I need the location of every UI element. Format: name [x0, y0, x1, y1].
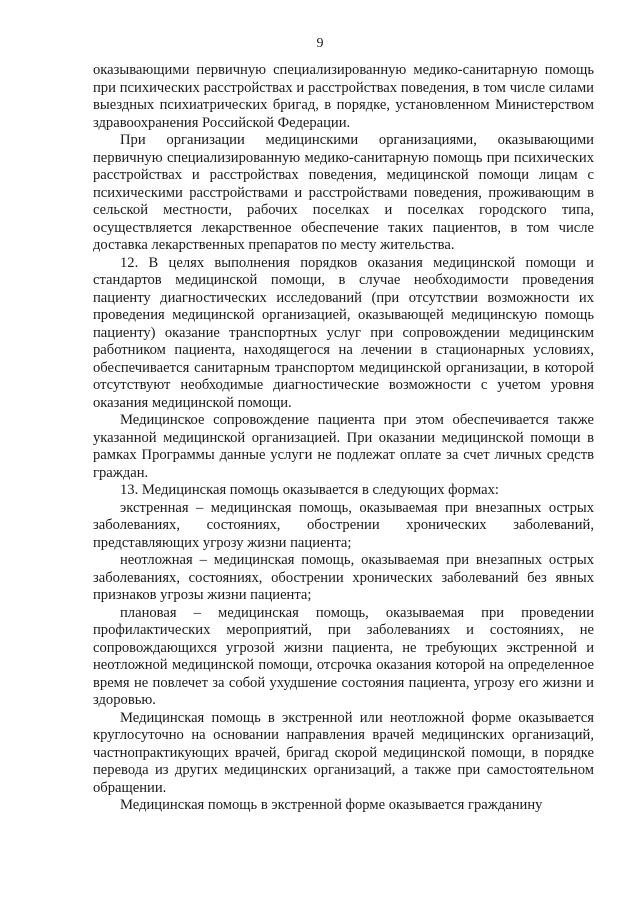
document-body	[93, 62, 594, 815]
paragraph-7: неотложная – медицинская помощь, оказываемая при внезапных острых заболеваниях, состояниях, обострении хронических заболеваний без явных признаков угрозы жизни пациента;	[93, 552, 594, 603]
paragraph-2: При организации медицинскими организациями, оказывающими первичную специализированную медико-санитарную помощь при психических расстройствах и расстройствах поведения, медицинской помощи лицам с психическими расстройствами и расстройствами поведения, проживающим в сельской местности, рабочих поселках и поселках городского типа, осуществляется лекарственное обеспечение таких пациентов, в том числе доставка лекарственных препаратов по месту жительства.	[93, 132, 594, 253]
paragraph-9: Медицинская помощь в экстренной или неотложной форме оказывается круглосуточно на основании направления врачей медицинских организаций, частнопрактикующих врачей, бригад скорой медицинской помощи, в порядке перевода из других медицинских организаций, а также при самостоятельном обращении.	[93, 709, 594, 796]
paragraph-10: Медицинская помощь в экстренной форме оказывается гражданину	[120, 797, 543, 813]
paragraph-6: экстренная – медицинская помощь, оказываемая при внезапных острых заболеваниях, состояниях, обострении хронических заболеваний, представляющих угрозу жизни пациента;	[93, 499, 594, 551]
paragraph-3: 12. В целях выполнения порядков оказания медицинской помощи и стандартов медицинской помощи, в случае необходимости проведения пациенту диагностических исследований (при отсутствии возможности их проведения медицинской организацией, оказывающей медицинскую помощь пациенту) оказание транспортных услуг при сопровождении медицинским работником пациента, находящегося на лечении в стационарных условиях, обеспечивается санитарным транспортом медицинской организации, в которой отсутствуют необходимые диагностические возможности с учетом уровня оказания медицинской помощи.	[93, 254, 594, 411]
paragraph-8: плановая – медицинская помощь, оказываемая при проведении профилактических мероприятий, при заболеваниях и состояниях, не сопровождающихся угрозой жизни пациента, не требующих экстренной и неотложной медицинской помощи, отсрочка оказания которой на определенное время не повлечет за собой ухудшение состояния пациента, угрозу его жизни и здоровью.	[93, 604, 594, 708]
paragraph-4: Медицинское сопровождение пациента при этом обеспечивается также указанной медицинской организацией. При оказании медицинской помощи в рамках Программы данные услуги не подлежат оплате за счет личных средств граждан.	[93, 412, 594, 481]
paragraph-1: оказывающими первичную специализированную медико-санитарную помощь при психических расстройствах и расстройствах поведения, в том числе силами выездных психиатрических бригад, в порядке, установленном Министерством здравоохранения Российской Федерации.	[93, 62, 594, 131]
page-number: 9	[316, 36, 324, 51]
paragraph-5: 13. Медицинская помощь оказывается в следующих формах:	[120, 482, 499, 498]
